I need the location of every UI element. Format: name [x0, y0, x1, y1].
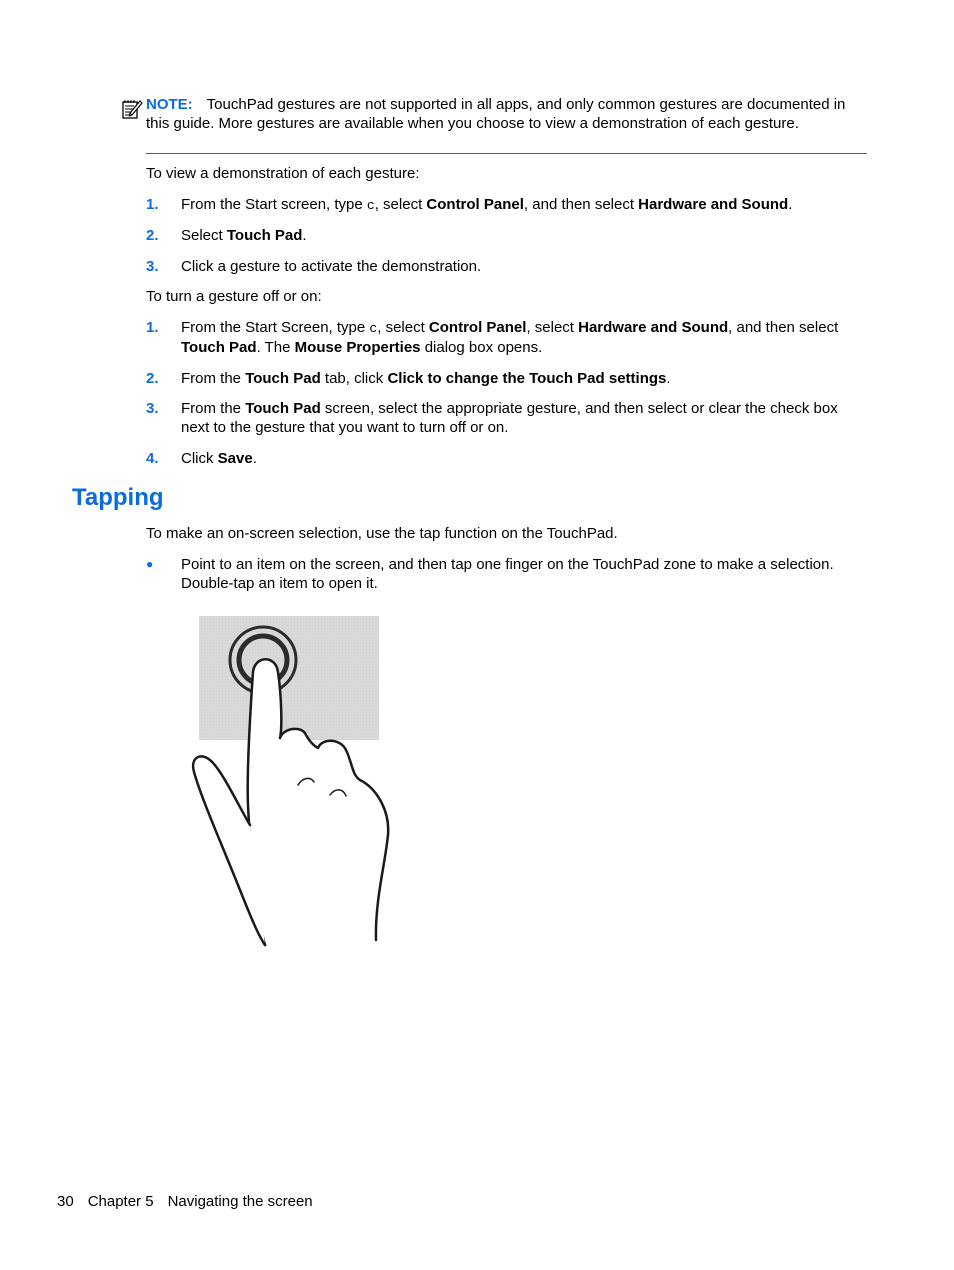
step-text: From the Start Screen, type	[181, 319, 370, 336]
step-number: 2.	[146, 370, 159, 387]
intro-demo: To view a demonstration of each gesture:	[146, 165, 420, 182]
list1-step1	[146, 195, 866, 215]
hand-tap-icon	[180, 610, 400, 955]
ui-term: Mouse Properties	[294, 339, 421, 356]
chapter-title: Navigating the screen	[167, 1193, 313, 1210]
step-text: .	[252, 450, 257, 467]
bullet-item	[146, 555, 866, 593]
step-text: , select	[526, 319, 579, 336]
note-text: TouchPad gestures are not supported in all apps, and only common gestures are documented in this guide. More gestures are available when you choose to view a demonstration of each gesture.	[146, 96, 846, 132]
step-text: tab, click	[320, 370, 388, 387]
step-text: Select	[181, 227, 227, 244]
step-text: .	[302, 227, 307, 244]
code-text: c	[369, 321, 378, 336]
ui-term: Control Panel	[428, 319, 527, 336]
list2-step2	[146, 369, 866, 388]
section-heading: Tapping	[72, 484, 164, 511]
step-text: , select	[377, 319, 429, 336]
ui-term: Hardware and Sound	[638, 196, 789, 213]
intro-toggle: To turn a gesture off or on:	[146, 288, 322, 305]
step-number: 3.	[146, 258, 159, 275]
section-intro: To make an on-screen selection, use the tap function on the TouchPad.	[146, 525, 618, 542]
bullet-icon: ●	[146, 557, 154, 571]
step-text: . The	[256, 339, 295, 356]
step-text: , and then select	[728, 319, 839, 336]
ui-term: Touch Pad	[181, 339, 257, 356]
step-text: Click a gesture to activate the demonstration.	[181, 258, 482, 275]
page-footer	[57, 1192, 327, 1211]
page-number: 30	[57, 1193, 74, 1210]
step-number: 3.	[146, 400, 159, 417]
step-text: .	[788, 196, 793, 213]
code-text: c	[366, 198, 375, 213]
step-text: From the	[181, 400, 246, 417]
step-number: 4.	[146, 450, 159, 467]
bullet-text: Point to an item on the screen, and then tap one finger on the TouchPad zone to make a selection. Double-tap an item to open it.	[181, 556, 834, 592]
list1-step3	[146, 257, 866, 276]
ui-term: Touch Pad	[245, 370, 321, 387]
ui-term: Save	[217, 450, 253, 467]
step-number: 1.	[146, 319, 159, 336]
step-text: screen, select the appropriate gesture, and then select or clear the check box next to the gesture that you want to turn off or on.	[181, 400, 838, 436]
ui-term: Click to change the Touch Pad settings	[387, 370, 667, 387]
list2-step4	[146, 449, 866, 468]
step-text: Click	[181, 450, 218, 467]
ui-term: Hardware and Sound	[578, 319, 729, 336]
ui-term: Touch Pad	[245, 400, 321, 417]
list1-step2	[146, 226, 866, 245]
list2-step3	[146, 399, 866, 437]
note-divider	[146, 153, 867, 154]
step-text: dialog box opens.	[420, 339, 543, 356]
note-label: NOTE:	[146, 96, 193, 113]
ui-term: Touch Pad	[226, 227, 303, 244]
step-number: 2.	[146, 227, 159, 244]
list2-step1	[146, 318, 866, 357]
ui-term: Control Panel	[426, 196, 524, 213]
step-text: From the Start screen, type	[181, 196, 367, 213]
step-text: , select	[374, 196, 427, 213]
step-text: From the	[181, 370, 246, 387]
step-text: , and then select	[523, 196, 639, 213]
step-number: 1.	[146, 196, 159, 213]
step-text: .	[666, 370, 671, 387]
note	[146, 95, 866, 133]
chapter-label: Chapter 5	[87, 1193, 154, 1210]
note-icon	[121, 98, 143, 120]
